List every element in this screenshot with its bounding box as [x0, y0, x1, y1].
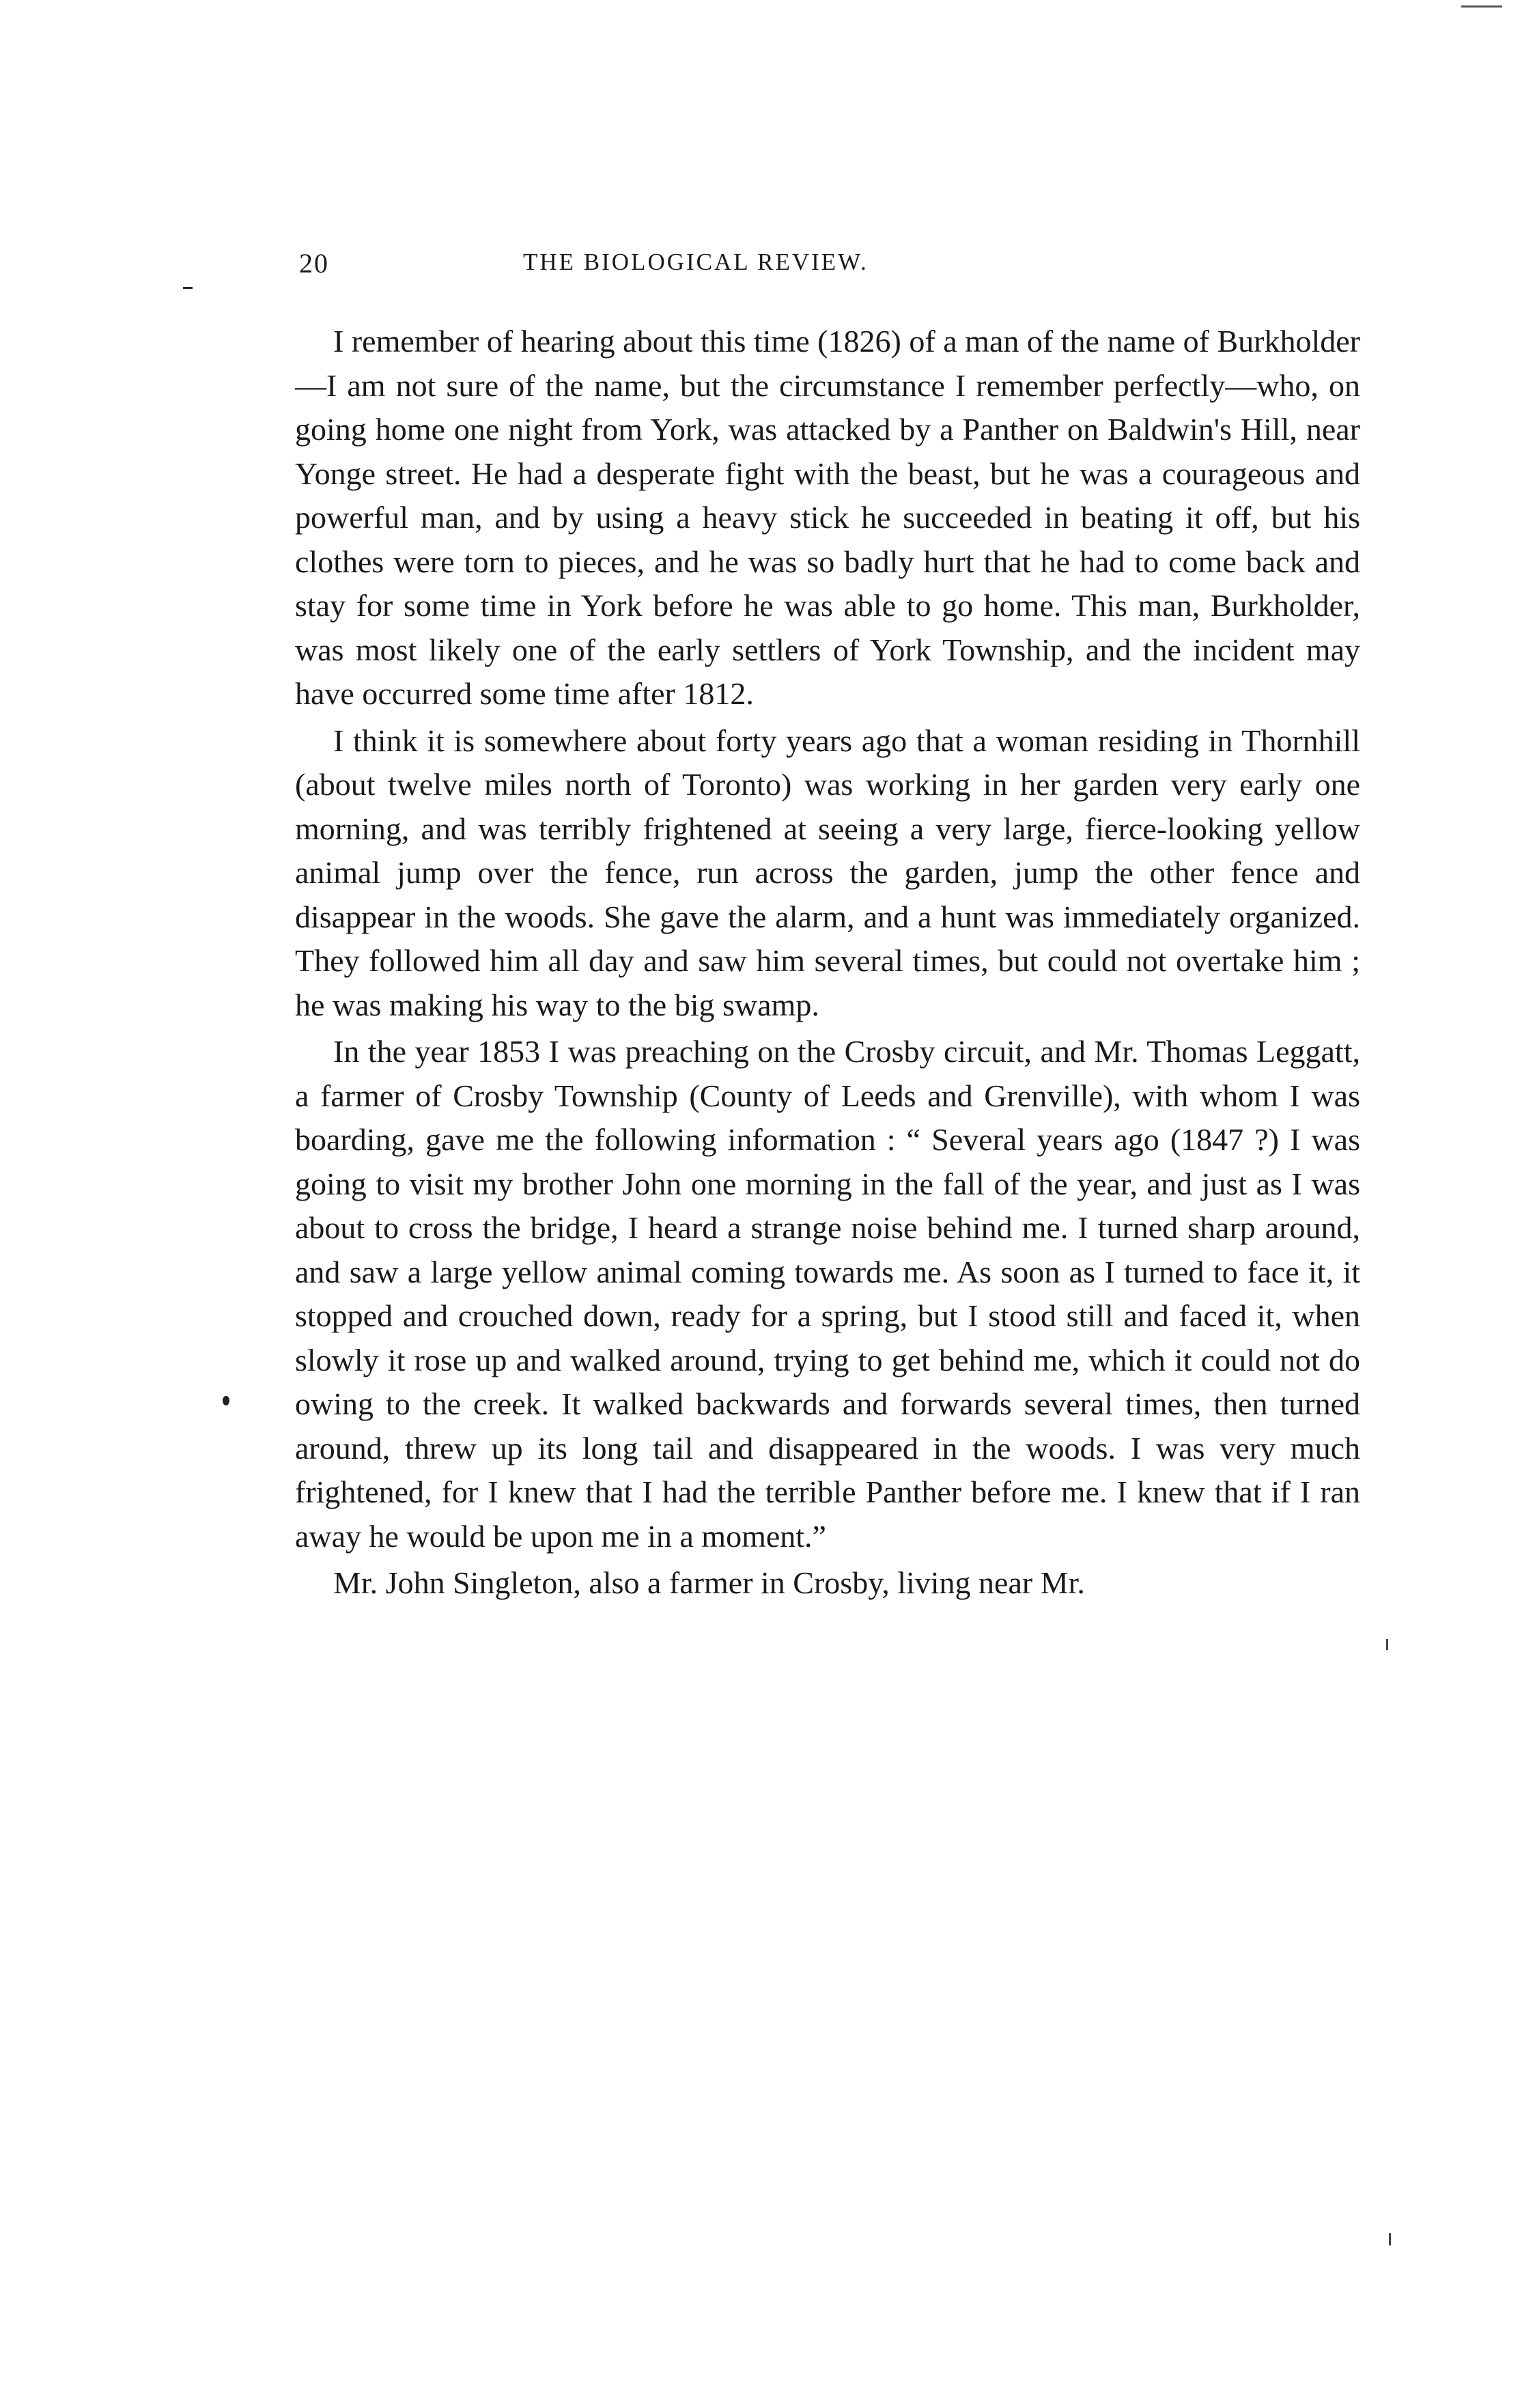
paragraph-crosby-leggatt: In the year 1853 I was preaching on the Crosby circuit, and Mr. Thomas Leggatt, a farmer of Crosby Township (County of Leeds and Grenville), with whom I was boarding, gave me the following information : “ Several years ago (1847 ?) I was going to visit my brother John one morning in the fall of the year, and just as I was about to cross the bridge, I heard a strange noise behind me. I turned sharp around, and saw a large yellow animal coming towards me. As soon as I turned to face it, it stopped and crouched down, ready for a spring, but I stood still and faced it, when slowly it rose up and walked around, trying to get behind me, which it could not do owing to the creek. It walked backwards and forwards several times, then turned around, threw up its long tail and disappeared in the woods. I was very much frightened, for I knew that I had the terrible Panther before me. I knew that if I ran away he would be upon me in a moment.” — [295, 1034, 1360, 1554]
paragraph-thornhill: I think it is somewhere about forty years ago that a woman residing in Thornhill (about twelve miles north of Toronto) was working in her garden very early one morning, and was terribly frightened at seeing a very large, fierce-looking yellow animal jump over the fence, run across the garden, jump the other fence and disappear in the woods. She gave the alarm, and a hunt was immediately organized. They followed him all day and saw him several times, but could not overtake him ; he was making his way to the big swamp. — [295, 723, 1360, 1022]
margin-bullet-mark — [223, 1396, 229, 1405]
scan-artifact-right-lower — [1389, 2233, 1391, 2245]
scan-artifact-left — [183, 287, 193, 289]
paragraph-burkholder: I remember of hearing about this time (1826) of a man of the name of Burkholder—I am not sure of the name, but the circumstance I remember perfectly—who, on going home one night from York, was attacked by a Panther on Baldwin's Hill, near Yonge street. He had a desperate fight with the beast, but he was a courageous and powerful man, and by using a heavy stick he succeeded in beating it off, but his clothes were torn to pieces, and he was so badly hurt that he had to come back and stay for some time in York before he was able to go home. This man, Burkholder, was most likely one of the early settlers of York Township, and the incident may have occurred some time after 1812. — [295, 324, 1360, 711]
page-number: 20 — [299, 248, 329, 279]
body-text — [295, 320, 1360, 1606]
scan-artifact-top — [1461, 5, 1502, 8]
paragraph-singleton: Mr. John Singleton, also a farmer in Crosby, living near Mr. — [333, 1565, 1085, 1600]
running-head: THE BIOLOGICAL REVIEW. — [523, 249, 869, 275]
scan-artifact-right — [1386, 1639, 1388, 1650]
page-header — [299, 247, 1357, 288]
